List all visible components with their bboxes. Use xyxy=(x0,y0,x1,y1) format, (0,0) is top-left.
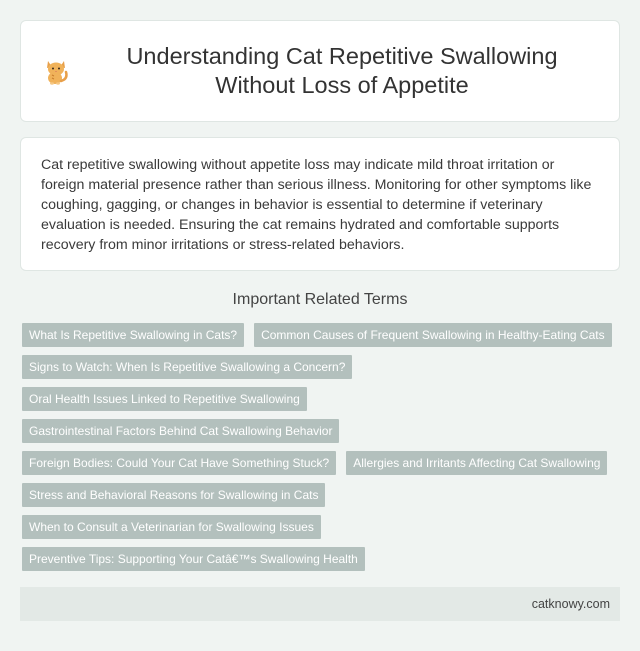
related-terms-list xyxy=(22,323,618,579)
tag-row xyxy=(22,451,618,475)
related-term-tag[interactable]: Gastrointestinal Factors Behind Cat Swallowing Behavior xyxy=(22,419,339,443)
related-term-tag[interactable]: When to Consult a Veterinarian for Swallowing Issues xyxy=(22,515,321,539)
cat-icon xyxy=(41,56,71,86)
title-card xyxy=(20,20,620,122)
related-term-tag[interactable]: Oral Health Issues Linked to Repetitive Swallowing xyxy=(22,387,307,411)
summary-card xyxy=(20,137,620,271)
related-term-tag[interactable]: Common Causes of Frequent Swallowing in Healthy-Eating Cats xyxy=(254,323,612,347)
related-term-tag[interactable]: What Is Repetitive Swallowing in Cats? xyxy=(22,323,244,347)
tag-row xyxy=(22,387,618,411)
tag-row xyxy=(22,323,618,347)
related-term-tag[interactable]: Preventive Tips: Supporting Your Catâ€™s Swallowing Health xyxy=(22,547,365,571)
footer xyxy=(20,587,620,621)
related-term-tag[interactable]: Stress and Behavioral Reasons for Swallowing in Cats xyxy=(22,483,325,507)
tag-row xyxy=(22,515,618,539)
tag-row xyxy=(22,547,618,571)
page-title: Understanding Cat Repetitive Swallowing Without Loss of Appetite xyxy=(126,43,558,98)
related-term-tag[interactable]: Signs to Watch: When Is Repetitive Swallowing a Concern? xyxy=(22,355,352,379)
related-terms-heading: Important Related Terms xyxy=(232,291,408,308)
title-inner xyxy=(21,42,619,100)
footer-site-link[interactable]: catknowy.com xyxy=(531,597,610,611)
tag-row xyxy=(22,355,618,379)
tag-row xyxy=(22,419,618,443)
tag-row xyxy=(22,483,618,507)
related-term-tag[interactable]: Foreign Bodies: Could Your Cat Have Something Stuck? xyxy=(22,451,336,475)
summary-text: Cat repetitive swallowing without appetite loss may indicate mild throat irritation or foreign material presence rather than serious illness. Monitoring for other symptoms like coughing, gagging, or changes in behavior is essential to determine if veterinary evaluation is needed. Ensuring the cat remains hydrated and comfortable supports recovery from minor irritations or stress-related behaviors. xyxy=(41,157,592,253)
related-term-tag[interactable]: Allergies and Irritants Affecting Cat Swallowing xyxy=(346,451,607,475)
